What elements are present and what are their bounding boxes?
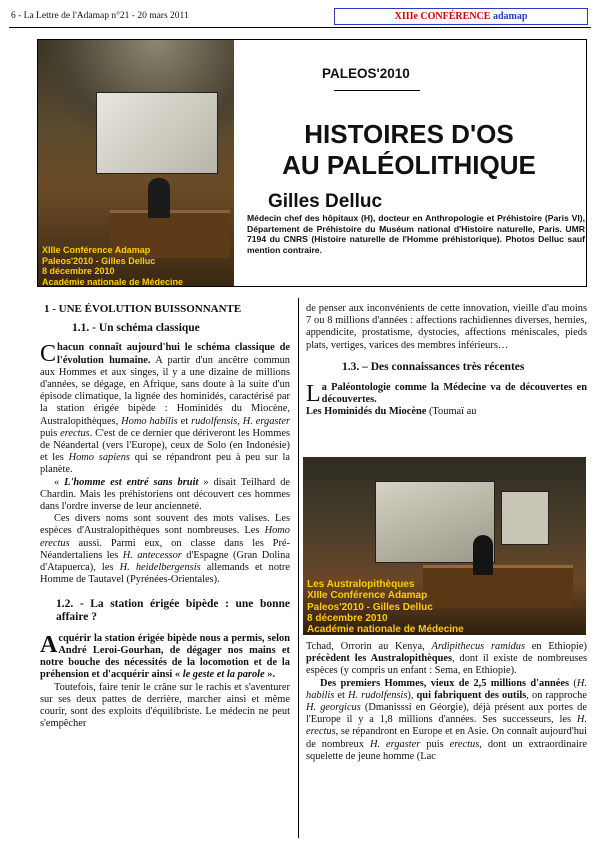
text: A partir d'un ancêtre commun aux Hommes et aux singes, il y a une dizaine de millions d'années, se dégage, en Afrique, sans doute à la suite d'un épisode climatique, la lignée des hominidés, caractérisé par la station érigée bipède : Hominidés du Miocène, Australopithèques,	[40, 354, 291, 427]
photo-caption	[42, 245, 183, 286]
text: Les Hominidés du Miocène	[306, 406, 427, 418]
speaker	[473, 535, 493, 575]
text: aussi. Parmi eux, on classe dans les Pré-Néandertaliens les	[40, 537, 290, 561]
lead-text: hacun connaît aujourd'hui le schéma classique de l'évolution humaine.	[57, 342, 290, 366]
text: «	[54, 476, 65, 488]
text: ),	[407, 689, 417, 701]
caption-line: 8 décembre 2010	[42, 266, 115, 276]
kicker: PALEOS'2010	[322, 66, 410, 81]
text: H. georgicus	[306, 702, 361, 714]
paragraph	[306, 678, 587, 763]
text: et	[334, 689, 348, 701]
text: , dont un extraordinaire squelette de jeune homme (Lac	[306, 738, 587, 762]
text: ».	[264, 669, 276, 681]
text: (Toumaï au	[426, 406, 477, 418]
header-rule	[9, 27, 591, 28]
text: » disait Teilhard de Chardin. Mais les préhistoriens ont découvert ces hommes dans l'ordre inverse de leur ancienneté.	[40, 476, 291, 513]
text: Des premiers Hommes, vieux de 2,5 millions d'années	[320, 677, 570, 689]
text: , on rapproche	[526, 689, 587, 701]
text: en Ethiopie)	[525, 641, 587, 652]
running-header: 6 - La Lettre de l'Adamap n°21 - 20 mars 2011	[11, 11, 189, 21]
text: qui fabriquent des outils	[416, 689, 527, 701]
text: (	[569, 677, 577, 689]
text: (Dmanisssi en Géorgie), déjà présent aux portes de l'Europe il y a 1,8 millions d'années. Ses successeurs, les	[306, 702, 587, 726]
paragraph	[40, 633, 290, 682]
text: H. rudolfensis	[347, 689, 408, 701]
article-title	[236, 119, 582, 181]
paragraph	[40, 513, 290, 586]
australopithecus-photo	[303, 457, 586, 635]
text: rudolfensis, H. ergaster	[191, 415, 291, 427]
column-divider	[298, 298, 299, 838]
drop-cap: L	[306, 381, 321, 408]
conference-tag-brand: adamap	[492, 11, 528, 22]
text: H. antecessor	[122, 549, 182, 561]
caption-line: XIIIe Conférence Adamap	[42, 245, 151, 255]
text: H. habilis	[306, 677, 588, 701]
speaker	[148, 178, 170, 218]
text: précèdent les Australopithèques	[306, 653, 453, 665]
caption-line: Académie nationale de Médecine	[307, 624, 464, 635]
text: qui se répandront peu à peu sur la planète.	[40, 452, 290, 476]
quote: L'homme est entré sans bruit	[64, 476, 199, 488]
conference-tag	[334, 8, 588, 25]
lead-text: cquérir la station érigée bipède nous a permis, selon André Leroi-Gourhan, de dégager nos mains et notre bouche des nécessités de la locomotion et de la préhension et d'acquérir ainsi «	[40, 632, 290, 681]
text: et	[177, 415, 192, 427]
text: H. erectus	[306, 714, 587, 738]
right-column-bottom	[306, 641, 587, 763]
caption-line: 8 décembre 2010	[307, 612, 388, 624]
caption-line: Académie nationale de Médecine	[42, 276, 184, 286]
text: Homo sapiens	[68, 452, 130, 464]
paragraph	[306, 382, 587, 419]
text: puis	[420, 738, 450, 750]
caption-line: XIIIe Conférence Adamap	[307, 590, 428, 602]
side-screen	[501, 491, 549, 545]
text: Homo habilis	[121, 415, 178, 427]
paragraph	[306, 641, 587, 678]
photo-caption	[307, 579, 464, 635]
drop-cap: A	[40, 631, 58, 658]
subsection-heading: 1.3. – Des connaissances très récentes	[342, 360, 525, 373]
author-bio: Médecin chef des hôpitaux (H), docteur en Anthropologie et Préhistoire (Paris VI), Département de Préhistoire du Muséum national d'Histoire naturelle, Paris. UMR 7194 du CNRS (Histoire naturelle de l'Homme préhistorique). Photos Delluc sauf mention contraire.	[247, 213, 585, 255]
left-column	[40, 303, 290, 731]
text: , se répandront en Europe et en Asie. On connaît aujourd'hui de nombreux	[306, 726, 587, 750]
title-line: AU PALÉOLITHIQUE	[282, 150, 536, 180]
subsection-heading: 1.1. - Un schéma classique	[72, 322, 200, 335]
author-name: Gilles Delluc	[268, 191, 383, 212]
text: H. heidelbergensis	[119, 562, 201, 574]
text: le geste et la parole	[182, 669, 265, 681]
subsection-heading: 1.2. - La station érigée bipède : une bonne affaire ?	[56, 598, 290, 623]
text: Tchad, Orrorin au Kenya,	[306, 641, 432, 652]
text: erectus	[60, 427, 90, 439]
paragraph	[40, 477, 290, 514]
lecture-photo	[38, 40, 234, 286]
text: allemands et notre Homme de Tautavel (Pyrénées-Orientales).	[40, 562, 290, 586]
right-column-top	[306, 303, 587, 419]
text: d'Espagne (Gran Dolina d'Atapuerca), les	[40, 549, 290, 574]
section-heading: 1 - UNE ÉVOLUTION BUISSONNANTE	[44, 303, 242, 315]
text: erectus	[449, 738, 480, 750]
drop-cap: C	[40, 341, 57, 368]
caption-line: Paleos'2010 - Gilles Delluc	[42, 255, 156, 266]
kicker-rule	[334, 90, 420, 91]
title-line: HISTOIRES D'OS	[304, 119, 514, 149]
paragraph	[40, 342, 290, 476]
lead-text: a Paléontologie comme la Médecine va de découvertes en découvertes.	[321, 382, 587, 406]
paragraph: de penser aux inconvénients de cette innovation, vieille d'au moins 7 ou 8 millions d'années : affections rachidiennes diverses, hernies, appendicite, prostatisme, dystocies, affections méniscales, pieds plats, vertiges, varices des membres inférieurs…	[306, 303, 587, 351]
text: . C'est de ce dernier que dériveront les Hommes de Néandertal (vers l'Europe), ceux de Solo (en Indonésie) et les	[40, 427, 290, 464]
text: Ardipithecus ramidus	[431, 641, 526, 652]
text: puis	[40, 427, 61, 439]
caption-line: Paleos'2010 - Gilles Delluc	[307, 601, 433, 613]
caption-line: Les Australopithèques	[307, 579, 415, 590]
paragraph: Toutefois, faire tenir le crâne sur le rachis et s'aventurer sur ses deux pattes de derrière, marcher ainsi et même courir, sont des exploits d'équilibriste. Le médecin ne peut s'empêcher	[40, 681, 290, 730]
text: H. ergaster	[369, 738, 421, 750]
conference-tag-main: XIIIe CONFÉRENCE	[394, 11, 491, 22]
text: Homo erectus	[40, 525, 290, 549]
projection-screen	[96, 92, 218, 174]
text: , dont il existe de nombreuses espèces (y compris un enfant : Sema, en Ethiopie).	[306, 653, 587, 677]
text: Ces divers noms sont souvent des mots valises. Les espèces d'Australopithèques sont nombreuses. Les	[40, 513, 290, 537]
